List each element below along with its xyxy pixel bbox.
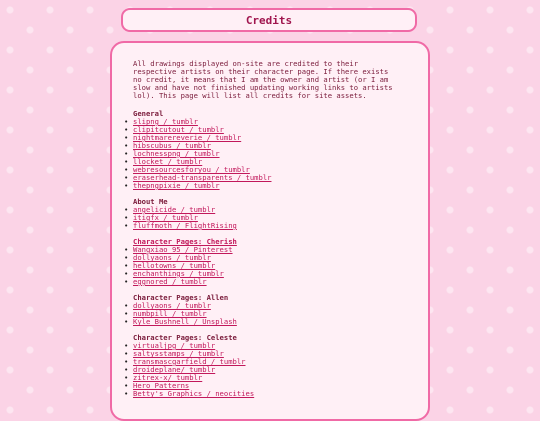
list-item: [133, 278, 395, 286]
credit-list: [133, 206, 395, 230]
credit-link[interactable]: slipng / tumblr: [133, 117, 198, 126]
credit-link[interactable]: eraserhead-transparents / tumblr: [133, 173, 272, 182]
section-heading-link[interactable]: Character Pages: Cherish: [133, 237, 237, 246]
credit-link[interactable]: zitrex-x/ tumblr: [133, 373, 203, 382]
credit-list: [133, 246, 395, 286]
credit-link[interactable]: Wangxiao 95 / Pinterest: [133, 245, 233, 254]
credit-link[interactable]: angelicide / tumblr: [133, 205, 216, 214]
list-item: [133, 222, 395, 230]
credit-link[interactable]: transmascgarfield / tumblr: [133, 357, 246, 366]
page-title: Credits: [245, 13, 293, 27]
page-title-box: [121, 8, 417, 32]
section-celeste: [133, 334, 395, 398]
credit-link[interactable]: webresourcesforyou / tumblr: [133, 165, 250, 174]
credit-link[interactable]: Hero Patterns: [133, 381, 190, 390]
credit-link[interactable]: hellotowns / tumblr: [133, 261, 216, 270]
credit-link[interactable]: Kyle Bushnell / Unsplash: [133, 317, 237, 326]
credit-link[interactable]: fluffmoth / FlightRising: [133, 221, 237, 230]
credit-list: [133, 302, 395, 326]
credit-link[interactable]: thepngpixie / tumblr: [133, 181, 220, 190]
credit-list: [133, 342, 395, 398]
list-item: [133, 182, 395, 190]
intro-text: All drawings displayed on-site are credited to their respective artists on their character page. If there exists no credit, it means that I am the owner and artist (or I am slow and have not finished updating working links to artists lol). This page will list all credits for site assets.: [133, 59, 393, 100]
credit-link[interactable]: dollyaons / tumblr: [133, 253, 211, 262]
section-cherish: [133, 238, 395, 286]
credit-link[interactable]: eggnored / tumblr: [133, 277, 207, 286]
credit-link[interactable]: enchanthings / tumblr: [133, 269, 224, 278]
credit-link[interactable]: numbpill / tumblr: [133, 309, 207, 318]
list-item: [133, 318, 395, 326]
credit-link[interactable]: llocket / tumblr: [133, 157, 203, 166]
credits-content: [133, 60, 395, 406]
credit-link[interactable]: nightmarereverie / tumblr: [133, 133, 242, 142]
credit-link[interactable]: droideplane/ tumblr: [133, 365, 216, 374]
credit-link[interactable]: Betty's Graphics / neocities: [133, 389, 255, 398]
section-allen: [133, 294, 395, 326]
list-item: [133, 390, 395, 398]
section-general: [133, 110, 395, 190]
credit-link[interactable]: virtualjpg / tumblr: [133, 341, 216, 350]
section-heading: General: [133, 109, 164, 118]
credit-link[interactable]: hibscubus / tumblr: [133, 141, 211, 150]
credit-list: [133, 118, 395, 190]
credit-link[interactable]: clipitcutout / tumblr: [133, 125, 224, 134]
section-heading: About Me: [133, 197, 168, 206]
credit-link[interactable]: dollyaons / tumblr: [133, 301, 211, 310]
section-heading: Character Pages: Allen: [133, 293, 229, 302]
credit-link[interactable]: itigfx / tumblr: [133, 213, 198, 222]
credit-link[interactable]: lochnesspng / tumblr: [133, 149, 220, 158]
credit-link[interactable]: saltysstamps / tumblr: [133, 349, 224, 358]
section-about-me: [133, 198, 395, 230]
section-heading: Character Pages: Celeste: [133, 333, 237, 342]
